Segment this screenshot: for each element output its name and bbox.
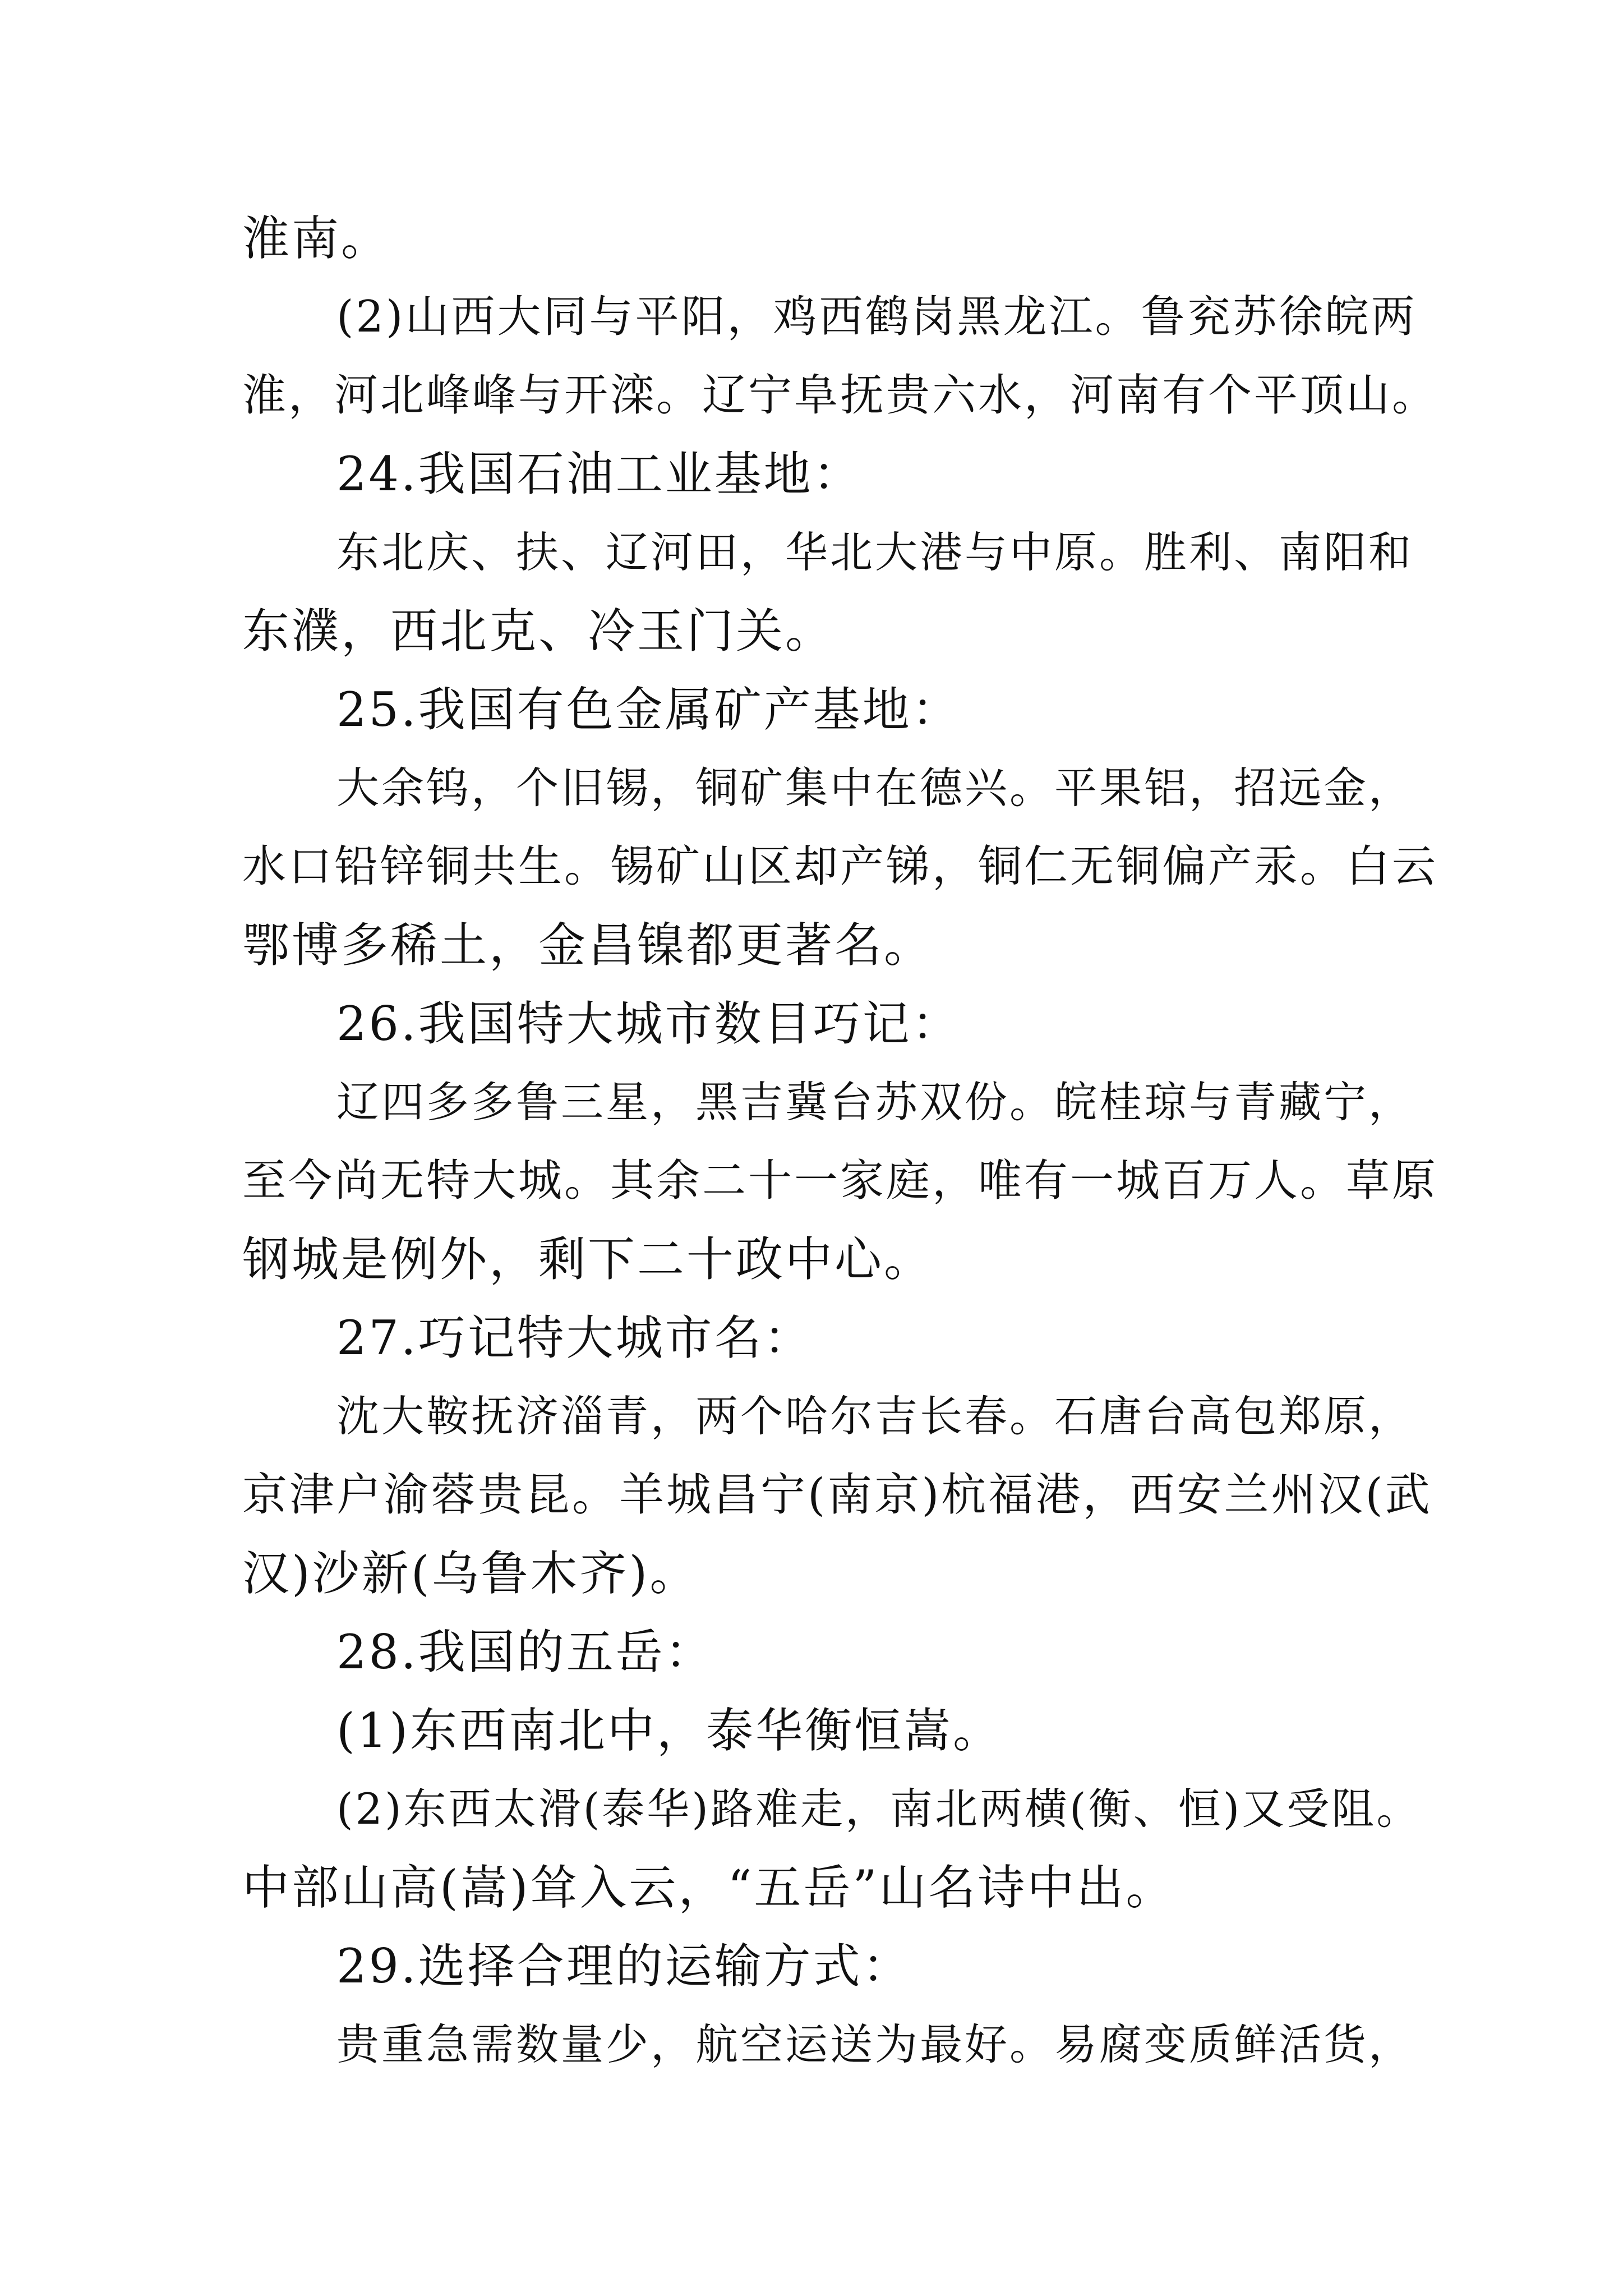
text-line: 中部山高(嵩)耸入云，“五岳”山名诗中出。 [242, 1860, 1175, 1915]
text-line: 辽四多多鲁三星，黑吉冀台苏双份。皖桂琼与青藏宁， [336, 1077, 1413, 1127]
text-line: 鄂博多稀土，金昌镍都更著名。 [242, 918, 934, 973]
section-heading: 25.我国有色金属矿产基地： [336, 682, 961, 737]
text-line: 京津户渝蓉贵昆。羊城昌宁(南京)杭福港，西安兰州汉(武 [242, 1469, 1432, 1521]
text-line: (2)山西大同与平阳，鸡西鹤岗黑龙江。鲁兖苏徐皖两 [336, 292, 1417, 342]
section-heading: 29.选择合理的运输方式： [336, 1939, 912, 1994]
text-line: 淮，河北峰峰与开滦。辽宁阜抚贵六水，河南有个平顶山。 [242, 370, 1438, 421]
text-line: 贵重急需数量少，航空运送为最好。易腐变质鲜活货， [336, 2019, 1413, 2069]
text-line: 东北庆、扶、辽河田，华北大港与中原。胜利、南阳和 [336, 527, 1413, 577]
text-line: 至今尚无特大城。其余二十一家庭，唯有一城百万人。草原 [242, 1156, 1438, 1206]
section-heading: 28.我国的五岳： [336, 1625, 714, 1680]
text-line: 沈大鞍抚济淄青，两个哈尔吉长春。石唐台高包郑原， [336, 1391, 1413, 1441]
text-line: (2)东西太滑(泰华)路难走，南北两横(衡、恒)又受阻。 [336, 1784, 1422, 1834]
section-heading: 26.我国特大城市数目巧记： [336, 996, 961, 1051]
text-line: 淮南。 [242, 211, 391, 266]
text-line: (1)东西南北中，泰华衡恒嵩。 [336, 1703, 1002, 1758]
text-line: 汉)沙新(乌鲁木齐)。 [242, 1546, 699, 1601]
text-line: 钢城是例外，剩下二十政中心。 [242, 1232, 934, 1287]
section-heading: 24.我国石油工业基地： [336, 447, 863, 501]
text-line: 大余钨，个旧锡，铜矿集中在德兴。平果铝，招远金， [336, 763, 1413, 813]
text-line: 水口铅锌铜共生。锡矿山区却产锑，铜仁无铜偏产汞。白云 [242, 841, 1438, 892]
section-heading: 27.巧记特大城市名： [336, 1310, 813, 1365]
text-line: 东濮，西北克、冷玉门关。 [242, 604, 835, 659]
